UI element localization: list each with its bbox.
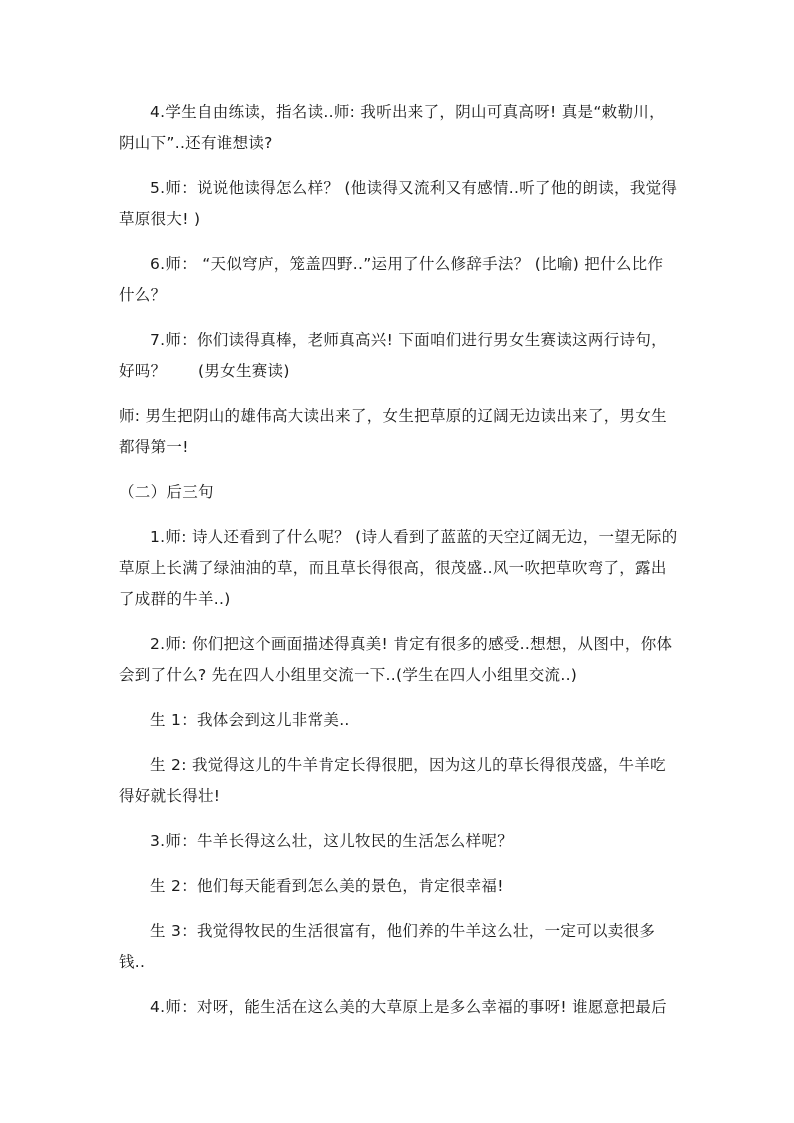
paragraph-student-3: 生 3：我觉得牧民的生活很富有，他们养的牛羊这么壮，一定可以卖很多钱.. — [119, 922, 656, 971]
paragraph-step-2: 2.师: 你们把这个画面描述得真美! 肯定有很多的感受..想想，从图中，你体会到了什么? 先在四人小组里交流一下..(学生在四人小组里交流..) — [119, 635, 673, 684]
paragraph-student-2: 生 2: 我觉得这儿的牛羊肯定长得很肥，因为这儿的草长得很茂盛，牛羊吃得好就长得壮! — [119, 756, 666, 805]
paragraph-step-1: 1.师: 诗人还看到了什么呢？ (诗人看到了蓝蓝的天空辽阔无边，一望无际的草原上长满了绿油油的草，而且草长得很高，很茂盛..风一吹把草吹弯了，露出了成群的牛羊..) — [119, 528, 678, 608]
paragraph-step-4: 4.学生自由练读，指名读..师: 我听出来了，阴山可真高呀! 真是“敕勒川，阴山下”..还有谁想读? — [119, 103, 665, 152]
section-heading: （二）后三句 — [119, 483, 214, 501]
paragraph-teacher-comment: 师: 男生把阴山的雄伟高大读出来了，女生把草原的辽阔无边读出来了，男女生都得第一! — [119, 407, 667, 456]
paragraph-step-7: 7.师：你们读得真棒，老师真高兴! 下面咱们进行男女生赛读这两行诗句，好吗？ (男女生赛读) — [119, 331, 667, 380]
paragraph-step-5: 5.师：说说他读得怎么样？ (他读得又流利又有感情..听了他的朗读，我觉得草原很大! ) — [119, 179, 678, 228]
paragraph-step-4b: 4.师：对呀，能生活在这么美的大草原上是多么幸福的事呀! 谁愿意把最后 — [150, 998, 667, 1016]
paragraph-student-2b: 生 2：他们每天能看到怎么美的景色，肯定很幸福! — [150, 877, 504, 895]
paragraph-step-3: 3.师：牛羊长得这么壮，这儿牧民的生活怎么样呢？ — [150, 832, 513, 850]
paragraph-step-6: 6.师： “天似穹庐，笼盖四野..”运用了什么修辞手法？ (比喻) 把什么比作什么？ — [119, 255, 664, 304]
paragraph-student-1: 生 1：我体会到这儿非常美.. — [150, 711, 350, 729]
